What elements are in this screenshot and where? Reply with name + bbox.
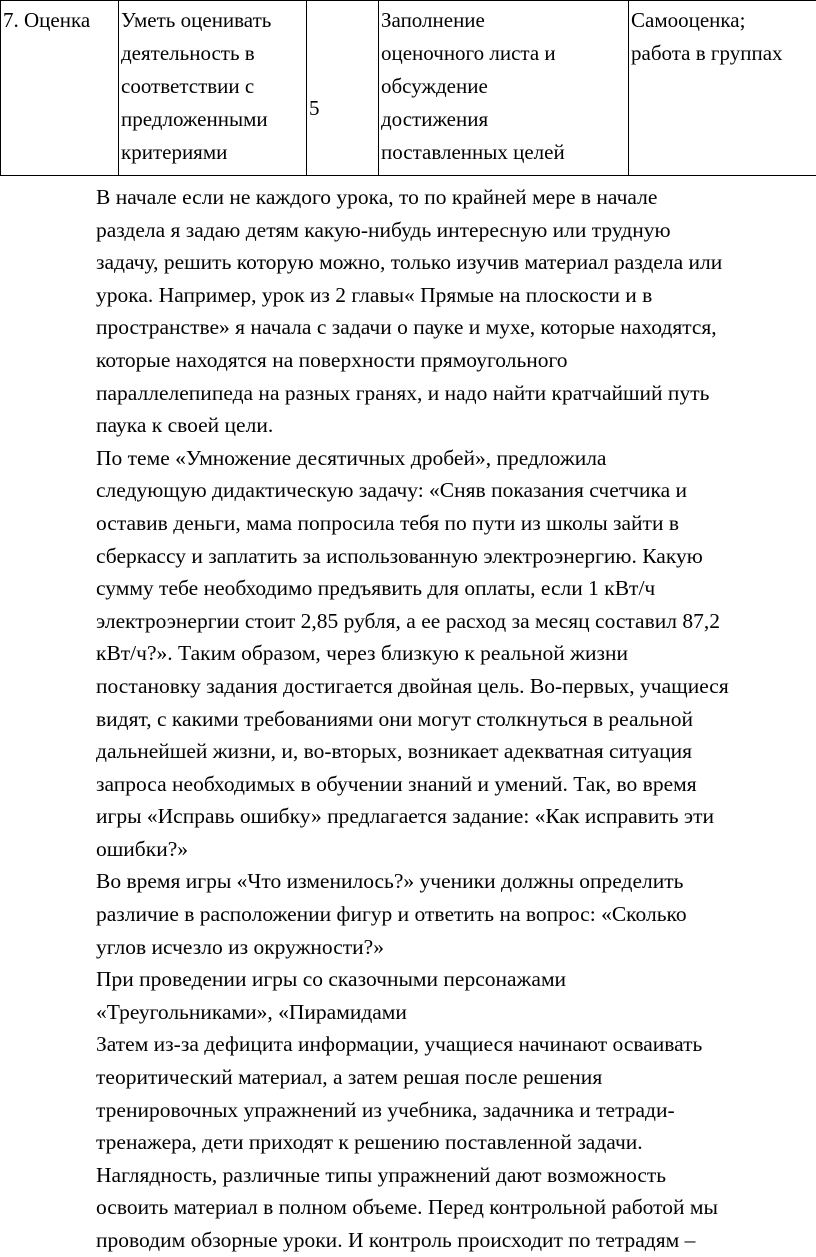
duration-cell — [307, 1, 379, 176]
text-line: которые находятся на поверхности прямоугольного — [96, 344, 812, 377]
text-line: Самооценка; — [631, 4, 816, 37]
text-line: При проведении игры со сказочными персонажами — [96, 963, 812, 996]
text-line: тренировочных упражнений из учебника, задачника и тетради- — [96, 1094, 812, 1127]
text-line: Затем из-за дефицита информации, учащиеся начинают осваивать — [96, 1028, 812, 1061]
stage-cell — [1, 1, 119, 176]
text-line: раздела я задаю детям какую-нибудь интересную или трудную — [96, 214, 812, 247]
text-line: постановку задания достигается двойная цель. Во-первых, учащиеся — [96, 670, 812, 703]
text-line: освоить материал в полном объеме. Перед контрольной работой мы — [96, 1191, 812, 1224]
text-line: «Треугольниками», «Пирамидами — [96, 996, 812, 1029]
text-line: параллелепипеда на разных гранях, и надо найти кратчайший путь — [96, 377, 812, 410]
text-line: сумму тебе необходимо предъявить для оплаты, если 1 кВт/ч — [96, 572, 812, 605]
text-line: критериями — [121, 136, 306, 169]
form-cell — [629, 1, 816, 176]
body-text — [96, 181, 812, 1257]
text-line: работа в группах — [631, 37, 816, 70]
text-line: следующую дидактическую задачу: «Сняв показания счетчика и — [96, 474, 812, 507]
text-line: достижения — [381, 103, 628, 136]
text-line: проводим обзорные уроки. И контроль происходит по тетрадям – — [96, 1224, 812, 1257]
text-line: Наглядность, различные типы упражнений дают возможность — [96, 1159, 812, 1192]
text-line: оставив деньги, мама попросила тебя по пути из школы зайти в — [96, 507, 812, 540]
text-line: паука к своей цели. — [96, 409, 812, 442]
text-line: кВт/ч?». Таким образом, через близкую к реальной жизни — [96, 637, 812, 670]
text-line: соответствии с — [121, 70, 306, 103]
text-line: сберкассу и заплатить за использованную электроэнергию. Какую — [96, 540, 812, 573]
text-line: По теме «Умножение десятичных дробей», предложила — [96, 442, 812, 475]
text-line: углов исчезло из окружности?» — [96, 931, 812, 964]
lesson-plan-table — [0, 0, 816, 176]
text-line: теоритический материал, а затем решая после решения — [96, 1061, 812, 1094]
text-line: видят, с какими требованиями они могут столкнуться в реальной — [96, 703, 812, 736]
text-line: предложенными — [121, 103, 306, 136]
text-line: деятельность в — [121, 37, 306, 70]
text-line: тренажера, дети приходят к решению поставленной задачи. — [96, 1126, 812, 1159]
text-line: игры «Исправь ошибку» предлагается задание: «Как исправить эти — [96, 800, 812, 833]
text-line: ошибки?» — [96, 833, 812, 866]
text-line: различие в расположении фигур и ответить на вопрос: «Сколько — [96, 898, 812, 931]
skill-cell — [119, 1, 307, 176]
text-line: оценочного листа и — [381, 37, 628, 70]
text-line: задачу, решить которую можно, только изучив материал раздела или — [96, 246, 812, 279]
text-line: поставленных целей — [381, 136, 628, 169]
text-line: Во время игры «Что изменилось?» ученики должны определить — [96, 865, 812, 898]
table-row — [1, 1, 816, 176]
activity-cell — [379, 1, 629, 176]
text-line: 7. Оценка — [3, 4, 118, 37]
text-line: электроэнергии стоит 2,85 рубля, а ее расход за месяц составил 87,2 — [96, 605, 812, 638]
text-line: урока. Например, урок из 2 главы« Прямые на плоскости и в — [96, 279, 812, 312]
text-line: Заполнение — [381, 4, 628, 37]
text-line: пространстве» я начала с задачи о пауке и мухе, которые находятся, — [96, 311, 812, 344]
text-line: Уметь оценивать — [121, 4, 306, 37]
text-line: В начале если не каждого урока, то по крайней мере в начале — [96, 181, 812, 214]
text-line: дальнейшей жизни, и, во-вторых, возникает адекватная ситуация — [96, 735, 812, 768]
text-line: обсуждение — [381, 70, 628, 103]
text-line: 5 — [309, 92, 378, 125]
text-line: запроса необходимых в обучении знаний и умений. Так, во время — [96, 768, 812, 801]
